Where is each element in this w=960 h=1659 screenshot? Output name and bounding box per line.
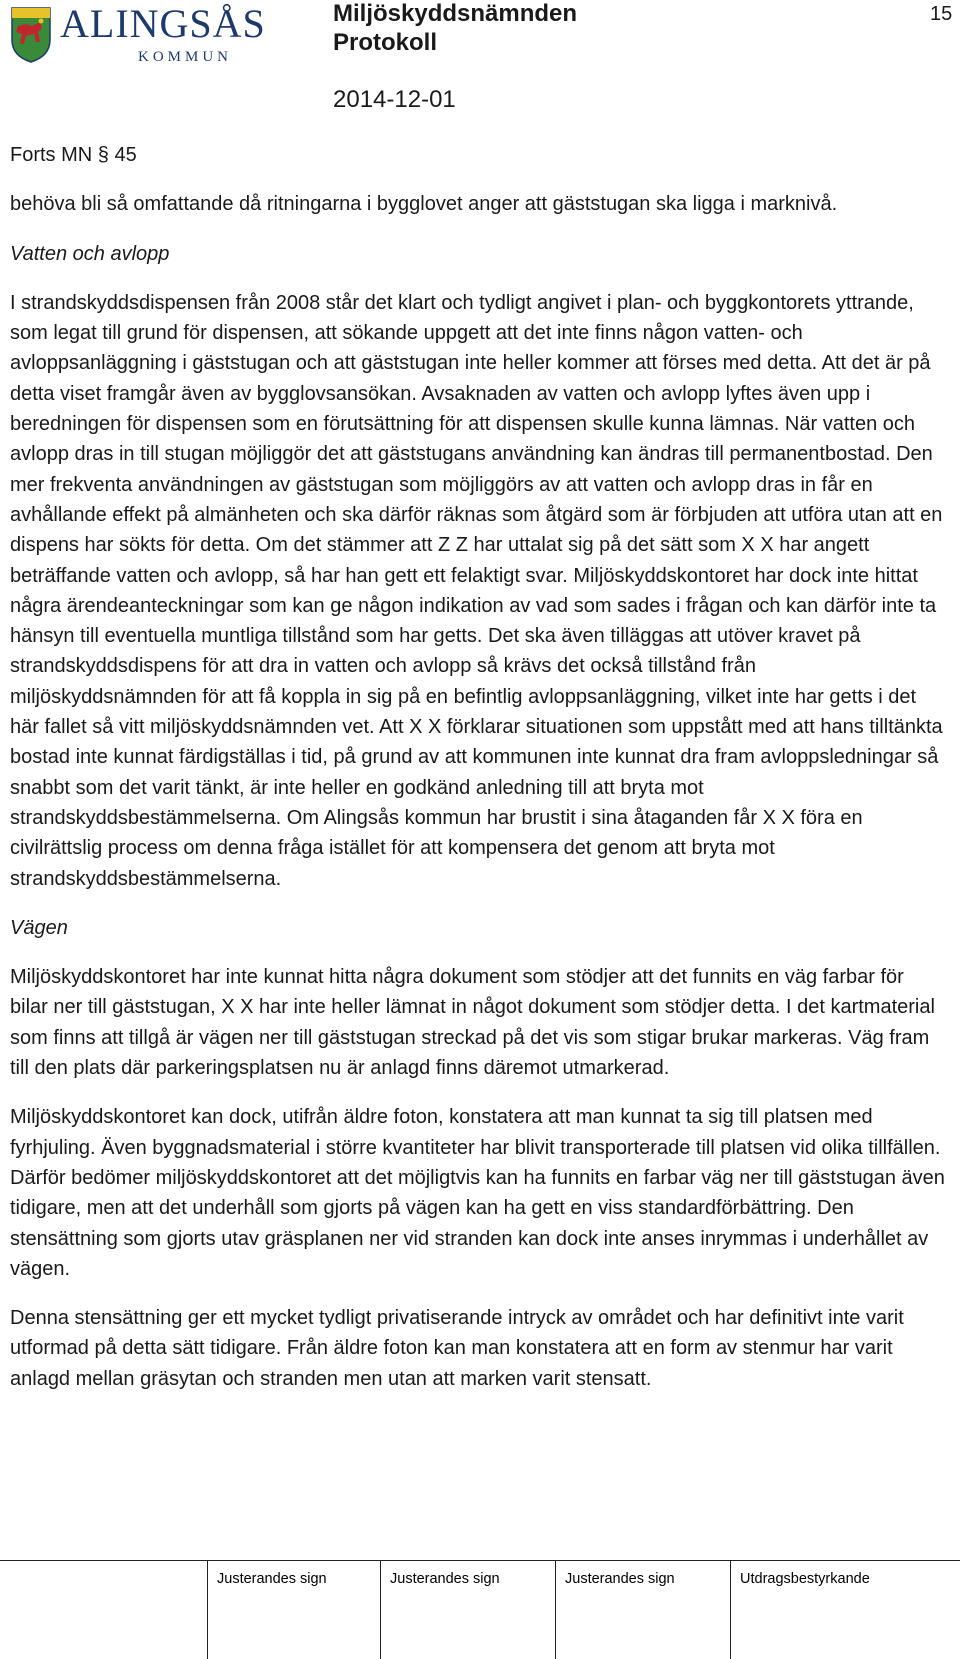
signature-label: Justerandes sign (217, 1571, 327, 1587)
paragraph: I strandskyddsdispensen från 2008 står det klart och tydligt angivet i plan- och byggkontorets yttrande, som legat till grund för dispensen, att sökande uppgett att det inte finns någon vatten- och avloppsanläggning i gäststugan och att gäststugan inte heller kommer att förses med detta. Att det är på detta viset framgår även av bygglovsansökan. Avsaknaden av vatten och avlopp lyftes även upp i beredningen för dispensen som en förutsättning för att dispensen skulle kunna lämnas. När vatten och avlopp dras in till stugan möjliggör det att gäststugans användning kan ändras till permanentbostad. Den mer frekventa användningen av gäststugan som möjliggörs av att vatten och avlopp dras in får en avhållande effekt på almänheten och ska därför räknas som åtgärd som är förbjuden att utföra utan att en dispens har sökts för detta. Om det stämmer att Z Z har uttalat sig på det sätt som X X har angett beträffande vatten och avlopp, så har han gett ett felaktigt svar. Miljöskyddskontoret har dock inte hittat några ärendeanteckningar som kan ge någon indikation av vad som sades i frågan och kan därför inte ta hänsyn till eventuella muntliga tillstånd som har getts. Det ska även tilläggas att utöver kravet på strandskyddsdispens för att dra in vatten och avlopp så krävs det också tillstånd från miljöskyddsnämnden för att få koppla in sig på en befintlig avloppsanläggning, vilket inte har getts i det här fallet så vitt miljöskyddsnämnden vet. Att X X förklarar situationen som uppstått med att hans tilltänkta bostad inte kunnat färdigställas i tid, på grund av att kommunen inte kunnat dra fram avloppsledningar så snabbt som det varit tänkt, är inte heller en godkänd anledning till att bryta mot strandskyddsbestämmelserna. Om Alingsås kommun har brustit i sina åtaganden får X X föra en civilrättslig process om denna fråga istället för att kompensera det genom att bryta mot strandskyddsbestämmelserna. (10, 291, 943, 890)
page-number: 15 (930, 3, 953, 25)
section-heading: Vägen (10, 916, 68, 939)
section-heading: Vatten och avlopp (10, 242, 170, 265)
document-type: Protokoll (333, 29, 438, 56)
paragraph: behöva bli så omfattande då ritningarna i bygglovet anger att gäststugan ska ligga i marknivå. (10, 193, 838, 216)
page-header (0, 0, 960, 113)
paragraph: Denna stensättning ger ett mycket tydligt privatiserande intryck av området och har definitivt inte varit utformad på detta sätt tidigare. Från äldre foton kan man konstatera att en form av stenmur har varit anlagd mellan gräsytan och stranden men utan att marken varit stensatt. (10, 1307, 904, 1390)
logo-subtitle: KOMMUN (138, 49, 233, 65)
meeting-date: 2014-12-01 (333, 86, 456, 113)
logo-wordmark: ALINGSÅS (60, 1, 266, 46)
committee-title: Miljöskyddsnämnden (333, 0, 578, 27)
signature-label: Justerandes sign (390, 1571, 500, 1587)
signature-footer (0, 1560, 960, 1659)
municipality-logo (10, 1, 292, 66)
footer-divider (0, 1560, 960, 1561)
signature-box (730, 1560, 870, 1659)
signature-box (555, 1560, 675, 1659)
signature-label: Justerandes sign (565, 1571, 675, 1587)
paragraph: Miljöskyddskontoret har inte kunnat hitta några dokument som stödjer att det funnits en väg farbar för bilar ner till gäststugan, X X har inte heller lämnat in något dokument som stödjer detta. I det kartmaterial som finns att tillgå är vägen ner till gäststugan streckad på det vis som stigar brukar markeras. Väg fram till den plats där parkeringsplatsen nu är anlagd finns däremot utmarkerad. (10, 966, 935, 1080)
signature-box (380, 1560, 500, 1659)
coat-of-arms-icon (10, 6, 52, 64)
section-reference: Forts MN § 45 (10, 144, 137, 166)
certification-label: Utdragsbestyrkande (740, 1571, 870, 1587)
document-body (10, 140, 945, 1394)
paragraph: Miljöskyddskontoret kan dock, utifrån äldre foton, konstatera att man kunnat ta sig till platsen med fyrhjuling. Även byggnadsmaterial i större kvantiteter har blivit transporterade till platsen vid olika tillfällen. Därför bedömer miljöskyddskontoret att det möjligtvis kan ha funnits en farbar väg ner till gäststugan även tidigare, men att det underhåll som gjorts på vägen kan ha gett en viss standardförbättring. Den stensättning som gjorts utav gräsplanen ner vid stranden kan dock inte anses inrymmas i underhållet av vägen. (10, 1106, 945, 1280)
signature-box (207, 1560, 327, 1659)
